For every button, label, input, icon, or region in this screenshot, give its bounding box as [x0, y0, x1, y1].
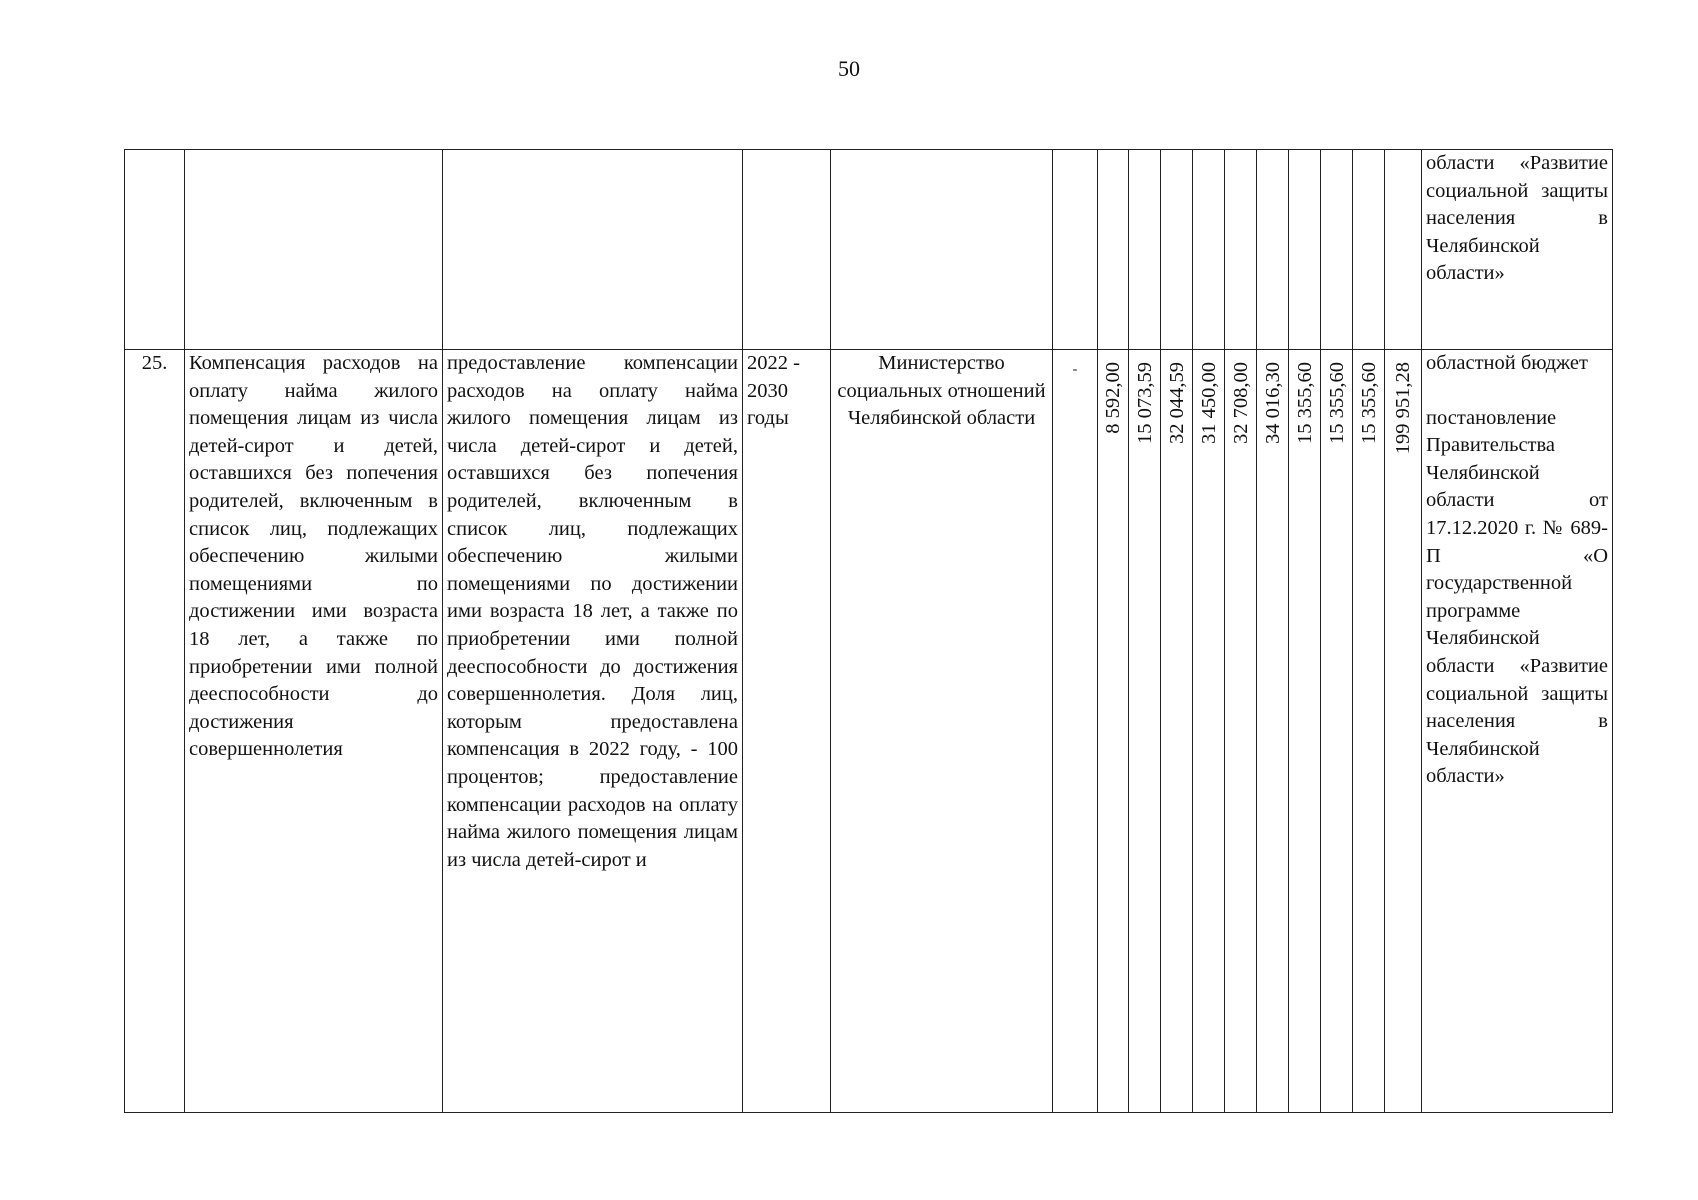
- amount-cell: [1225, 350, 1257, 1113]
- executor-cell: Министерство социальных отношений Челябинской области: [831, 350, 1053, 1113]
- amount-value: 15 355,60: [1325, 362, 1348, 444]
- amount-cell: [1257, 350, 1289, 1113]
- amount-cell: [1353, 350, 1385, 1113]
- amount-cell: [1193, 350, 1225, 1113]
- amount-value: 34 016,30: [1261, 362, 1284, 444]
- amount-value: 15 355,60: [1293, 362, 1316, 444]
- amount-cell: [1321, 350, 1353, 1113]
- continuation-row: [125, 150, 1613, 350]
- amount-cell: [1098, 350, 1129, 1113]
- amount-cell: [1289, 350, 1321, 1113]
- amount-value: 31 450,00: [1197, 362, 1220, 444]
- legal-basis: постановление Правительства Челябинской области от 17.12.2020 г. № 689-П «О государственной программе Челябинской области «Развитие социальной защиты населения в Челябинской области»: [1426, 406, 1608, 788]
- amount-value: 32 708,00: [1229, 362, 1252, 444]
- event-name-cell: Компенсация расходов на оплату найма жилого помещения лицам из числа детей-сирот и детей, оставшихся без попечения родителей, включенным в список лиц, подлежащих обеспечению жилыми помещениями по достижении ими возраста 18 лет, а также по приобретении ими полной дееспособности до достижения совершеннолетия: [185, 350, 443, 1113]
- dash-cell: [1053, 350, 1098, 1113]
- amount-cell: [1161, 350, 1193, 1113]
- total-amount-value: 199 951,28: [1392, 362, 1414, 455]
- table-row: [125, 350, 1613, 1113]
- expected-result-cell: предоставление компенсации расходов на оплату найма жилого помещения лицам из числа детей-сирот и детей, оставшихся без попечения родителей, включенным в список лиц, подлежащих обеспечению жилыми помещениями по достижении ими возраста 18 лет, а также по приобретении ими полной дееспособности до достижения совершеннолетия. Доля лиц, которым предоставлена компенсация в 2022 году, - 100 процентов; предоставление компенсации расходов на оплату найма жилого помещения лицам из числа детей-сирот и: [443, 350, 743, 1113]
- period-cell: 2022 - 2030 годы: [743, 350, 831, 1113]
- page-number: 50: [838, 56, 860, 81]
- program-table: [124, 149, 1613, 1113]
- total-amount-cell: [1385, 350, 1422, 1113]
- funding-and-basis-cell: [1422, 350, 1613, 1113]
- dash-mark: -: [1072, 362, 1078, 377]
- amount-cell: [1129, 350, 1161, 1113]
- amount-value: 15 073,59: [1133, 362, 1156, 444]
- continuation-source-cell: области «Развитие социальной защиты населения в Челябинской области»: [1422, 150, 1613, 350]
- amount-value: 15 355,60: [1357, 362, 1380, 444]
- row-index: 25.: [125, 350, 185, 1113]
- funding-source: областной бюджет: [1426, 352, 1588, 374]
- amount-value: 8 592,00: [1102, 362, 1124, 434]
- amount-value: 32 044,59: [1165, 362, 1188, 444]
